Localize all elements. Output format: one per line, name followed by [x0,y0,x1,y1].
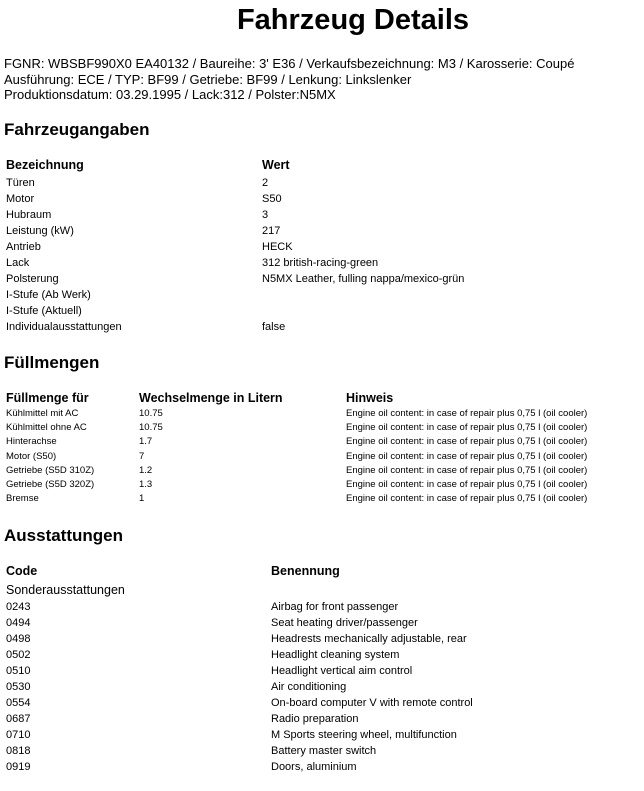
table-cell: Leistung (kW) [6,225,74,237]
vin-line: Produktionsdatum: 03.29.1995 / Lack:312 / Polster:N5MX [4,87,336,102]
table-cell: Bremse [6,493,39,505]
table-cell: 1.3 [139,479,153,491]
table-cell: Getriebe (S5D 320Z) [6,479,95,491]
table-cell: Engine oil content: in case of repair plus 0,75 l (oil cooler) [346,479,588,491]
table-cell: Hubraum [6,209,52,221]
table-cell: Engine oil content: in case of repair plus 0,75 l (oil cooler) [346,436,588,448]
table-row [6,287,626,303]
table-row [6,464,636,478]
table-cell: Engine oil content: in case of repair plus 0,75 l (oil cooler) [346,422,588,434]
table-row [6,239,626,255]
table-row [6,743,626,759]
table-cell: Seat heating driver/passenger [271,617,418,629]
fluids-table-body [6,407,636,506]
table-header-row [6,564,626,581]
table-cell: 2 [262,177,269,189]
vehicle-identification [4,56,574,103]
table-cell: 3 [262,209,269,221]
table-row [6,759,626,775]
table-cell: 0530 [6,681,31,693]
table-cell: Engine oil content: in case of repair plus 0,75 l (oil cooler) [346,464,588,476]
equipment-table-body [6,599,626,775]
table-cell: Headlight vertical aim control [271,665,413,677]
table-cell: Engine oil content: in case of repair plus 0,75 l (oil cooler) [346,408,588,419]
column-header: Benennung [271,564,340,578]
table-cell: 0554 [6,697,31,709]
equipment-subheading: Sonderausstattungen [6,583,125,597]
column-header: Wert [262,158,290,172]
table-cell: Polsterung [6,273,59,285]
table-cell: Radio preparation [271,713,359,725]
table-cell: Headlight cleaning system [271,649,400,661]
table-cell: Türen [6,177,35,189]
table-cell: 10.75 [139,422,163,434]
page-title: Fahrzeug Details [236,4,470,36]
table-cell: Individualausstattungen [6,321,122,333]
table-cell: 0494 [6,617,31,629]
table-cell: Motor [6,193,35,205]
table-cell: 1.7 [139,436,153,448]
table-cell: Getriebe (S5D 310Z) [6,464,95,476]
section-heading-vehicle: Fahrzeugangaben [4,120,150,139]
column-header: Wechselmenge in Litern [139,391,283,405]
table-cell: 0710 [6,729,31,741]
table-cell: 0919 [6,761,31,773]
column-header: Bezeichnung [6,158,84,172]
table-cell: Airbag for front passenger [271,601,399,613]
table-cell: 0510 [6,665,31,677]
vin-line: Ausführung: ECE / TYP: BF99 / Getriebe: BF99 / Lenkung: Linkslenker [4,71,412,87]
table-row [6,223,626,239]
table-row [6,599,626,615]
table-cell: N5MX Leather, fulling nappa/mexico-grün [262,273,465,285]
table-cell: Motor (S50) [6,450,57,462]
table-header-row [6,158,626,175]
table-row [6,663,626,679]
table-cell: 1.2 [139,464,153,476]
vehicle-table-body [6,175,626,335]
table-cell: false [262,321,286,333]
table-row [6,319,626,335]
table-cell: 0243 [6,601,31,613]
table-row [6,175,626,191]
table-row [6,727,626,743]
table-row [6,421,636,435]
column-header: Code [6,564,38,578]
table-row [6,679,626,695]
table-cell: I-Stufe (Ab Werk) [6,289,91,301]
table-cell: HECK [262,241,293,253]
table-cell: 217 [262,225,281,237]
table-row [6,191,626,207]
table-row [6,478,636,492]
table-row [6,255,626,271]
table-row [6,271,626,287]
table-cell: 0687 [6,713,31,725]
table-cell: 1 [139,493,145,505]
table-cell: Headrests mechanically adjustable, rear [271,633,467,645]
table-row [6,647,626,663]
table-cell: On-board computer V with remote control [271,697,473,709]
table-cell: I-Stufe (Aktuell) [6,305,82,317]
table-cell: 0818 [6,745,31,757]
table-cell: Doors, aluminium [271,761,357,773]
table-cell: 0498 [6,633,31,645]
table-cell: M Sports steering wheel, multifunction [271,729,457,741]
table-subheading-row [6,581,626,599]
table-row [6,450,636,464]
table-row [6,407,636,421]
table-cell [262,287,626,303]
section-heading-fluids: Füllmengen [4,353,100,372]
table-cell: 7 [139,450,145,462]
table-cell: Engine oil content: in case of repair plus 0,75 l (oil cooler) [346,493,588,505]
table-cell: 10.75 [139,408,163,419]
table-header-row [6,391,636,407]
table-row [6,207,626,223]
table-cell: Engine oil content: in case of repair plus 0,75 l (oil cooler) [346,450,588,462]
fluids-table [6,391,636,506]
table-row [6,615,626,631]
table-cell: Antrieb [6,241,41,253]
column-header: Füllmenge für [6,391,89,405]
table-cell: S50 [262,193,282,205]
table-cell: 312 british-racing-green [262,257,379,269]
table-cell: Kühlmittel mit AC [6,408,79,419]
table-cell: Hinterachse [6,436,57,448]
table-row [6,695,626,711]
equipment-table [6,564,626,775]
table-row [6,631,626,647]
vehicle-table [6,158,626,335]
table-row [6,711,626,727]
section-heading-equipment: Ausstattungen [4,526,123,545]
table-cell: Battery master switch [271,745,377,757]
table-cell: Air conditioning [271,681,347,693]
table-cell: Kühlmittel ohne AC [6,422,87,434]
table-row [6,492,636,506]
table-cell: Lack [6,257,30,269]
vin-line: FGNR: WBSBF990X0 EA40132 / Baureihe: 3' E36 / Verkaufsbezeichnung: M3 / Karosserie: Coupé [4,56,575,71]
table-row [6,303,626,319]
table-cell [262,303,626,319]
table-row [6,435,636,449]
table-cell: 0502 [6,649,31,661]
column-header: Hinweis [346,391,394,405]
